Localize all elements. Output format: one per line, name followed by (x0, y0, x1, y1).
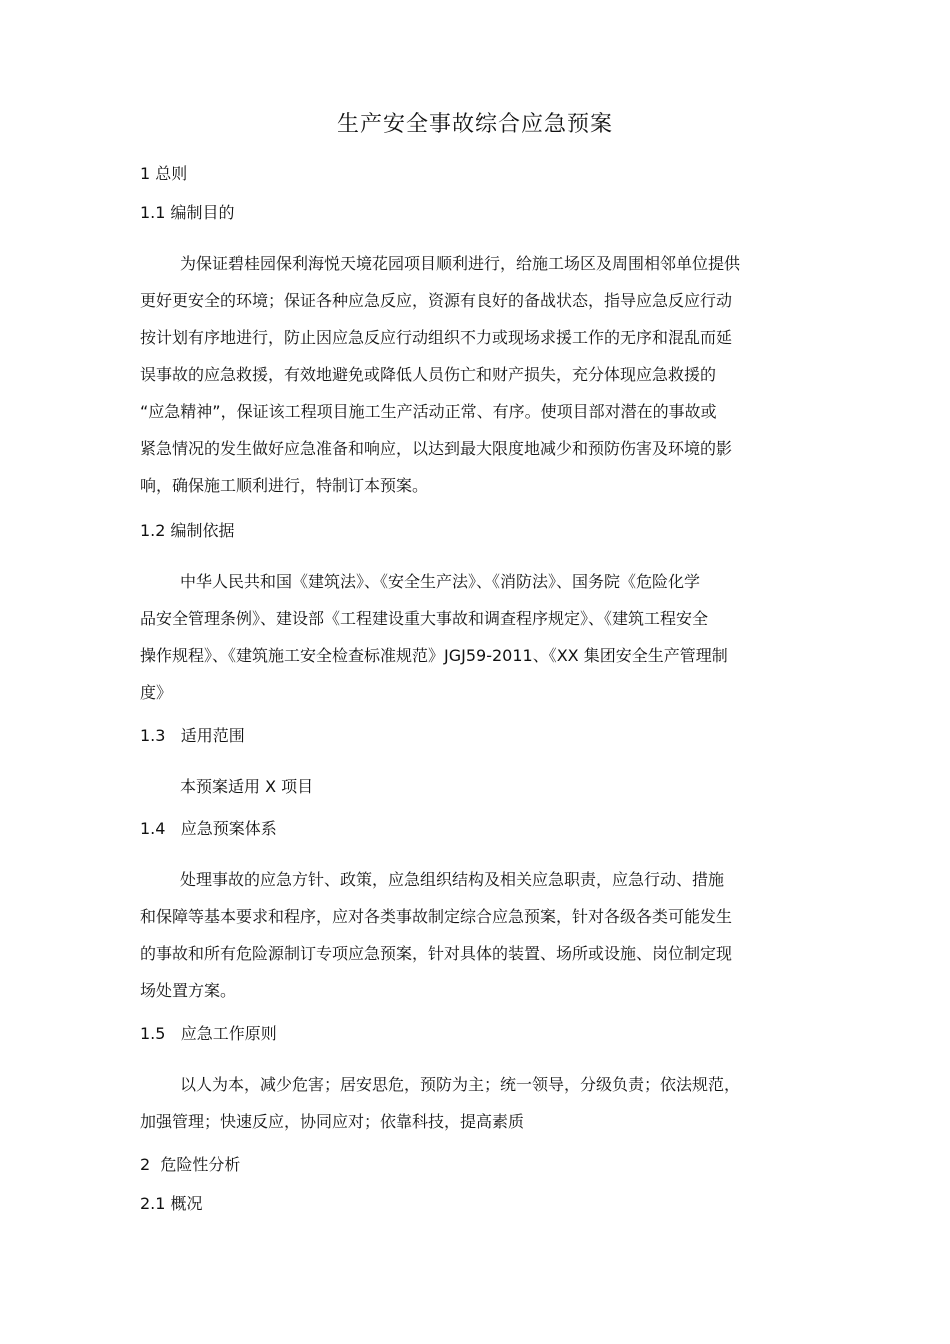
paragraph-line: 和保障等基本要求和程序，应对各类事故制定综合应急预案，针对各级各类可能发生 (140, 907, 733, 926)
paragraph-line: 以人为本，减少危害；居安思危，预防为主；统一领导，分级负责；依法规范， (180, 1075, 741, 1094)
paragraph-line: 紧急情况的发生做好应急准备和响应，以达到最大限度地减少和预防伤害及环境的影 (140, 439, 733, 458)
paragraph-line: 误事故的应急救援，有效地避免或降低人员伤亡和财产损失，充分体现应急救援的 (140, 365, 717, 384)
paragraph-scope (140, 768, 830, 805)
paragraph-line: 本预案适用 X 项目 (180, 777, 314, 796)
paragraph-line: 度》 (140, 683, 173, 702)
paragraph-system (140, 861, 830, 1009)
heading-2: 2 危险性分析 (140, 1155, 241, 1174)
paragraph-line: 按计划有序地进行，防止因应急反应行动组织不力或现场求援工作的无序和混乱而延 (140, 328, 733, 347)
paragraph-line: 操作规程》、《建筑施工安全检查标准规范》JGJ59-2011、《XX 集团安全生产管理制 (140, 646, 728, 665)
paragraph-basis (140, 563, 830, 711)
paragraph-line: 场处置方案。 (140, 981, 237, 1000)
paragraph-purpose (140, 245, 830, 504)
heading-1: 1 总则 (140, 164, 188, 183)
heading-1-2: 1.2 编制依据 (140, 521, 235, 540)
paragraph-line: 为保证碧桂园保利海悦天境花园项目顺利进行，给施工场区及周围相邻单位提供 (180, 254, 741, 273)
paragraph-line: “应急精神”，保证该工程项目施工生产活动正常、有序。使项目部对潜在的事故或 (140, 402, 717, 421)
paragraph-line: 中华人民共和国《建筑法》、《安全生产法》、《消防法》、国务院《危险化学 (180, 572, 701, 591)
heading-1-1: 1.1 编制目的 (140, 203, 235, 222)
heading-1-4: 1.4 应急预案体系 (140, 819, 277, 838)
paragraph-line: 的事故和所有危险源制订专项应急预案，针对具体的装置、场所或设施、岗位制定现 (140, 944, 733, 963)
heading-1-5: 1.5 应急工作原则 (140, 1024, 277, 1043)
paragraph-line: 处理事故的应急方针、政策，应急组织结构及相关应急职责，应急行动、措施 (180, 870, 725, 889)
heading-2-1: 2.1 概况 (140, 1194, 203, 1213)
heading-1-3: 1.3 适用范围 (140, 726, 245, 745)
paragraph-line: 品安全管理条例》、建设部《工程建设重大事故和调查程序规定》、《建筑工程安全 (140, 609, 709, 628)
paragraph-line: 响，确保施工顺利进行，特制订本预案。 (140, 476, 429, 495)
paragraph-principles (140, 1066, 830, 1140)
paragraph-line: 更好更安全的环境；保证各种应急反应，资源有良好的备战状态，指导应急反应行动 (140, 291, 733, 310)
paragraph-line: 加强管理；快速反应，协同应对；依靠科技，提高素质 (140, 1112, 525, 1131)
document-title: 生产安全事故综合应急预案 (336, 112, 613, 137)
